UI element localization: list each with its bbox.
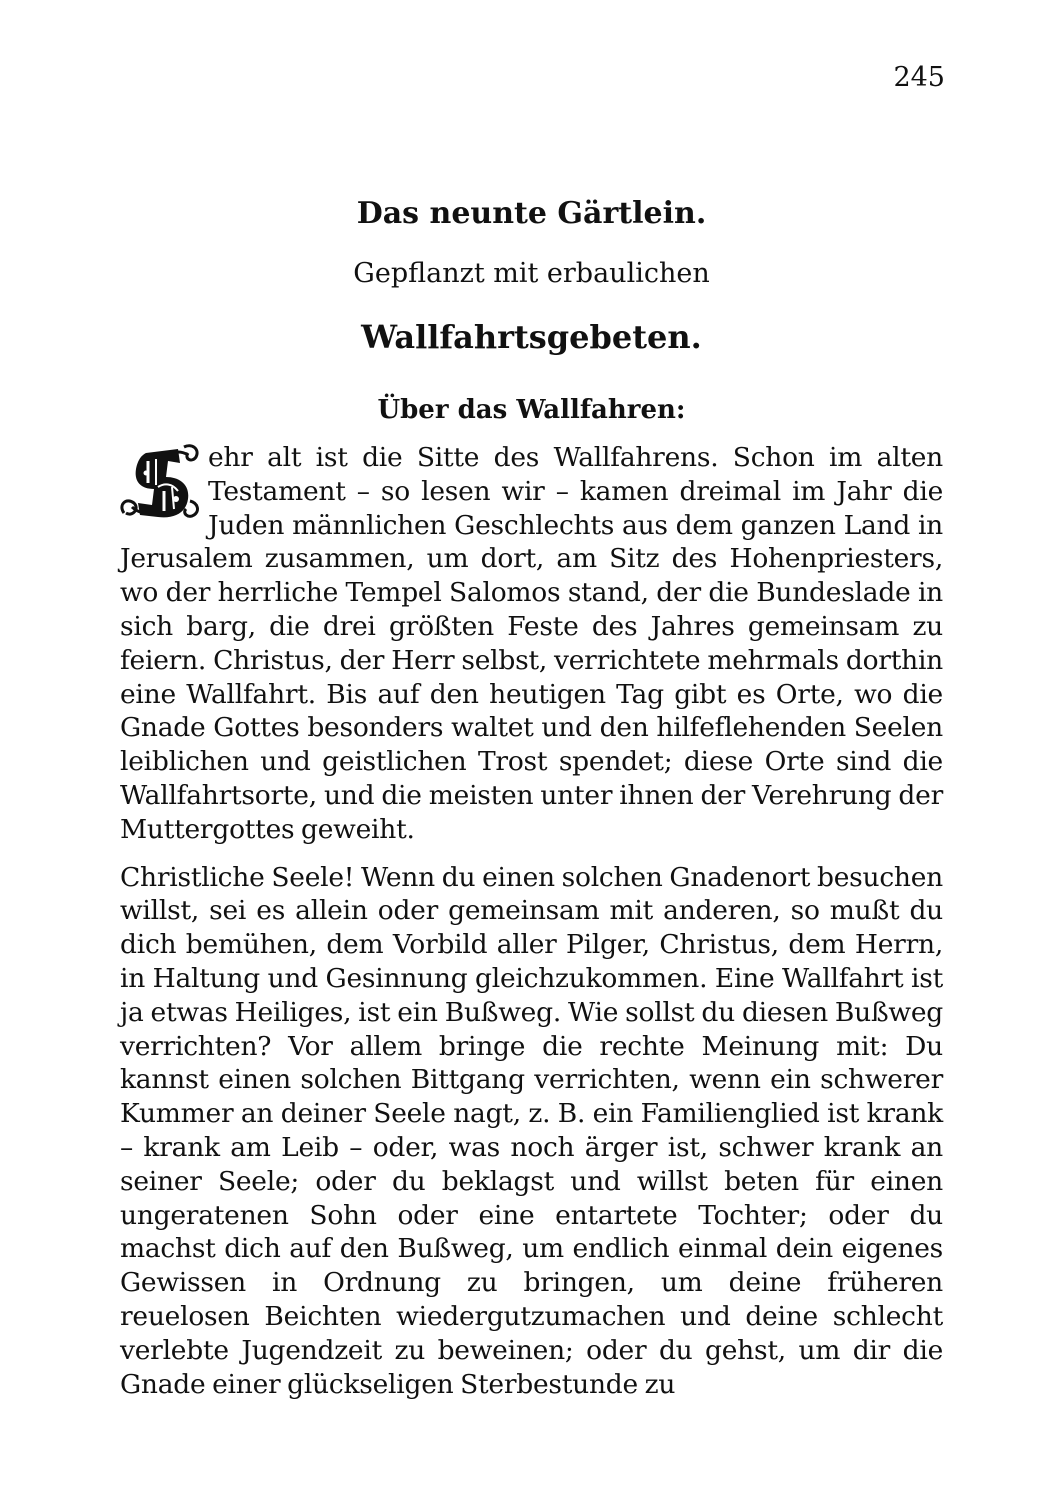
chapter-subtitle: Gepflanzt mit erbaulichen xyxy=(353,258,710,289)
chapter-title: Das neunte Gärtlein. xyxy=(356,196,707,231)
page-number: 245 xyxy=(893,62,945,93)
chapter-title-main: Wallfahrtsgebeten. xyxy=(361,318,702,356)
ornamental-initial xyxy=(118,443,202,523)
paragraph-1 xyxy=(120,441,943,847)
paragraph-2: Christliche Seele! Wenn du einen solchen Gnadenort besuchen willst, sei es allein oder gemeinsam mit anderen, so mußt du dich bemühen, dem Vorbild aller Pilger, Christus, dem Herrn, in Haltung und Gesinnung gleichzukommen. Eine Wallfahrt ist ja etwas Heiliges, ist ein Bußweg. Wie sollst du diesen Bußweg verrichten? Vor allem bringe die rechte Meinung mit: Du kannst einen solchen Bittgang verrichten, wenn ein schwerer Kummer an deiner Seele nagt, z. B. ein Familienglied ist krank – krank am Leib – oder, was noch ärger ist, schwer krank an seiner Seele; oder du beklagst und willst beten für einen ungeratenen Sohn oder eine entartete Tochter; oder du machst dich auf den Bußweg, um endlich einmal dein eigenes Gewissen in Ordnung zu bringen, um deine früheren reuelosen Beichten wiedergutzumachen und deine schlecht verlebte Jugendzeit zu beweinen; oder du gehst, um dir die Gnade einer glückseligen Sterbestunde zu xyxy=(120,861,943,1400)
paragraph-1-text: ehr alt ist die Sitte des Wallfahrens. Schon im alten Testament – so lesen wir – kamen dreimal im Jahr die Juden männlichen Geschlechts aus dem ganzen Land in Jerusalem zusammen, um dort, am Sitz des Hohenpriesters, wo der herrliche Tempel Salomos stand, der die Bundeslade in sich barg, die drei größten Feste des Jahres gemeinsam zu feiern. Christus, der Herr selbst, verrichtete mehrmals dorthin eine Wallfahrt. Bis auf den heutigen Tag gibt es Orte, wo die Gnade Gottes besonders waltet und den hilfeflehenden Seelen leiblichen und geistlichen Trost spendet; diese Orte sind die Wallfahrtsorte, und die meisten unter ihnen der Verehrung der Muttergottes geweiht. xyxy=(120,442,943,845)
section-title: Über das Wallfahren: xyxy=(377,395,686,425)
body-text xyxy=(120,441,943,1401)
ornamental-initial-s-icon xyxy=(118,443,202,523)
